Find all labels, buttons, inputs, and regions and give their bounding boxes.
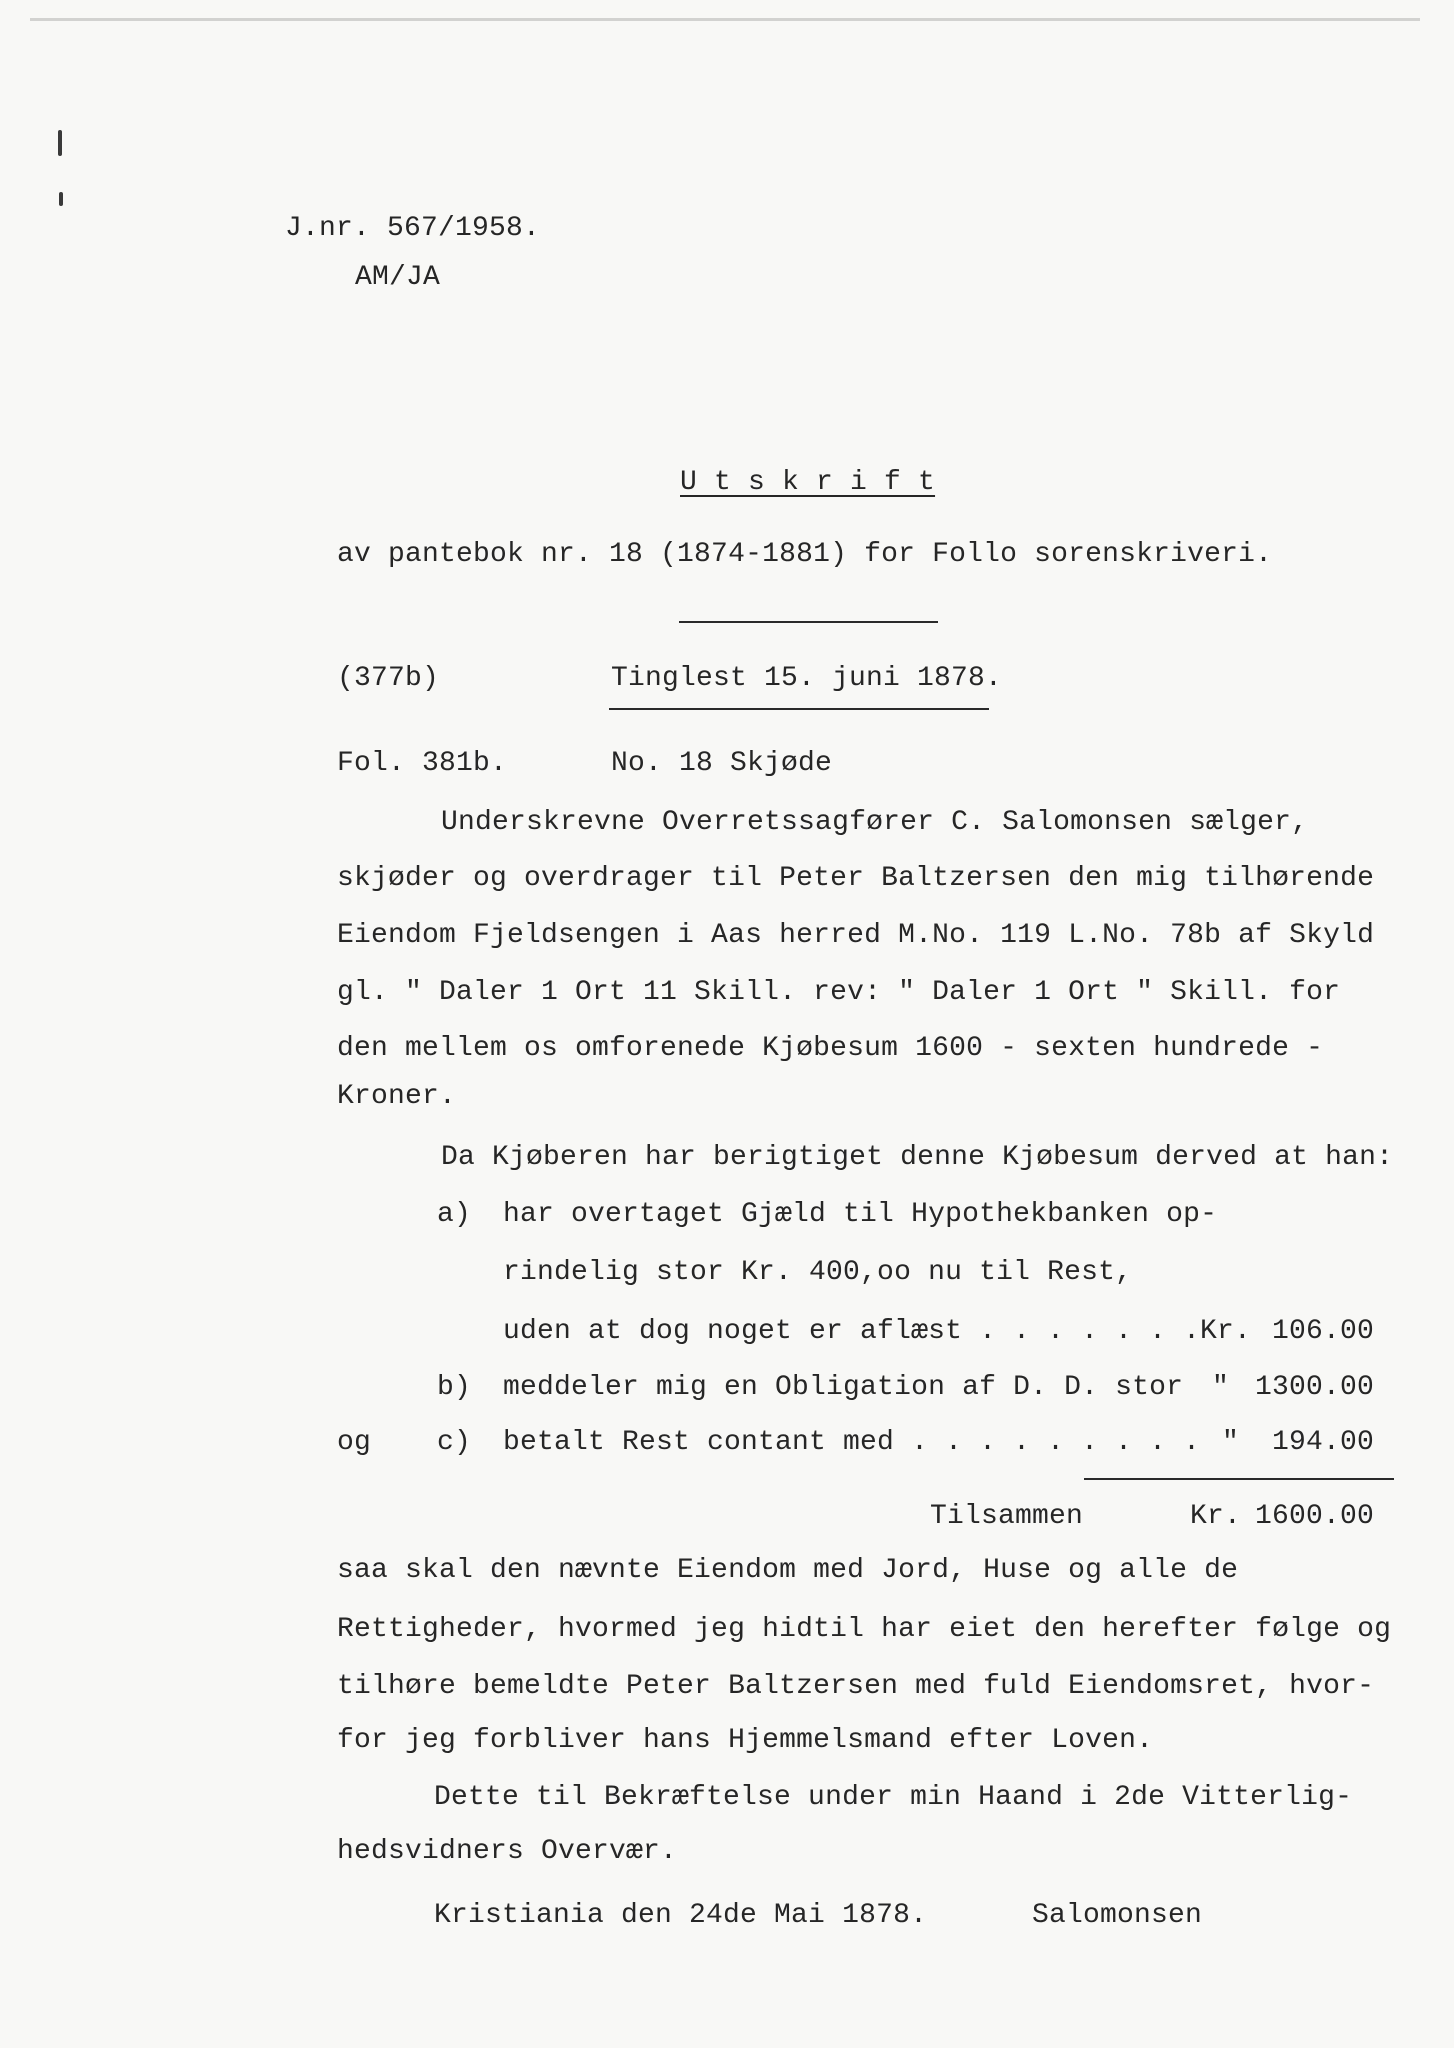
- deed-line: Kroner.: [337, 1081, 457, 1112]
- payment-a-text: rindelig stor Kr. 400,oo nu til Rest,: [503, 1257, 1133, 1288]
- scan-mark: [58, 130, 62, 156]
- scan-edge: [30, 18, 1420, 21]
- closing-line: for jeg forbliver hans Hjemmelsmand efter Loven.: [337, 1725, 1154, 1756]
- payment-b-text: meddeler mig en Obligation af D. D. stor: [503, 1372, 1184, 1403]
- payment-a-text: uden at dog noget er aflæst . . . . . . .: [503, 1316, 1201, 1347]
- registration-underline: [609, 708, 989, 710]
- registration-date: Tinglest 15. juni 1878.: [611, 663, 1003, 694]
- payment-c-unit: ": [1222, 1427, 1240, 1458]
- scan-mark: [59, 192, 63, 206]
- closing-line: tilhøre bemeldte Peter Baltzersen med fuld Eiendomsret, hvor-: [337, 1671, 1375, 1702]
- payment-a-unit: Kr.: [1200, 1316, 1252, 1347]
- payment-c-prefix: og: [337, 1427, 372, 1458]
- deed-line: Underskrevne Overretssagfører C. Salomonsen sælger,: [441, 807, 1309, 838]
- signature: Salomonsen: [1032, 1900, 1203, 1931]
- document-subtitle: av pantebok nr. 18 (1874-1881) for Follo sorenskriveri.: [337, 539, 1273, 570]
- attestation-line: hedsvidners Overvær.: [337, 1836, 678, 1867]
- folio-number: Fol. 381b.: [337, 748, 508, 779]
- total-unit: Kr.: [1190, 1501, 1242, 1532]
- payment-b-label: b): [437, 1372, 472, 1403]
- deed-number: No. 18 Skjøde: [611, 748, 833, 779]
- closing-line: Rettigheder, hvormed jeg hidtil har eiet den herefter følge og: [337, 1614, 1392, 1645]
- deed-line: skjøder og overdrager til Peter Baltzersen den mig tilhørende: [337, 863, 1375, 894]
- payment-c-text: betalt Rest contant med . . . . . . . . .: [503, 1427, 1201, 1458]
- payment-c-label: c): [437, 1427, 472, 1458]
- payment-b-unit: ": [1212, 1372, 1230, 1403]
- deed-line: Eiendom Fjeldsengen i Aas herred M.No. 119 L.No. 78b af Skyld: [337, 920, 1375, 951]
- journal-number: J.nr. 567/1958.: [285, 213, 541, 244]
- deed-line: gl. " Daler 1 Ort 11 Skill. rev: " Daler 1 Ort " Skill. for: [337, 977, 1341, 1008]
- place-date: Kristiania den 24de Mai 1878.: [434, 1900, 928, 1931]
- payment-intro: Da Kjøberen har berigtiget denne Kjøbesum derved at han:: [441, 1142, 1394, 1173]
- payment-b-amount: 1300.00: [1254, 1372, 1374, 1403]
- entry-reference: (377b): [337, 663, 440, 694]
- payment-c-amount: 194.00: [1271, 1427, 1374, 1458]
- sum-divider: [1084, 1478, 1394, 1480]
- document-title: U t s k r i f t: [680, 467, 936, 498]
- initials: AM/JA: [355, 262, 441, 293]
- attestation-line: Dette til Bekræftelse under min Haand i 2de Vitterlig-: [434, 1782, 1353, 1813]
- total-label: Tilsammen: [930, 1501, 1084, 1532]
- payment-a-amount: 106.00: [1271, 1316, 1374, 1347]
- title-divider: [679, 621, 938, 623]
- total-amount: 1600.00: [1254, 1501, 1374, 1532]
- closing-line: saa skal den nævnte Eiendom med Jord, Huse og alle de: [337, 1555, 1239, 1586]
- payment-a-text: har overtaget Gjæld til Hypothekbanken op-: [503, 1199, 1218, 1230]
- payment-a-label: a): [437, 1199, 472, 1230]
- deed-line: den mellem os omforenede Kjøbesum 1600 - sexten hundrede -: [337, 1033, 1324, 1064]
